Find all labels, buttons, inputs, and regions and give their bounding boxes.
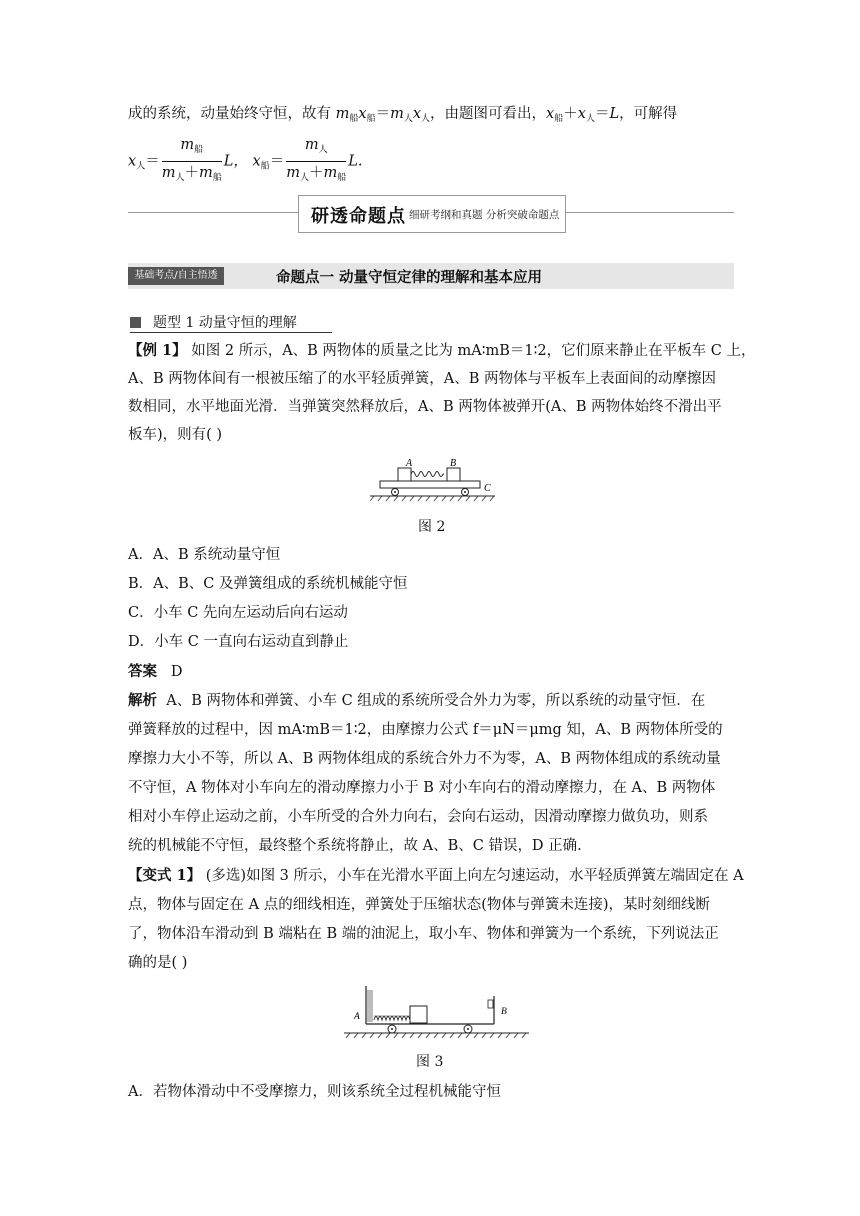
variant1-line-4: 确的是( ) <box>128 955 188 971</box>
variant1-line-3: 了，物体沿车滑动到 B 端粘在 B 端的油泥上，取小车、物体和弹簧为一个系统，下列说法正 <box>128 926 719 942</box>
intro-formula: $x_人=$ $\frac{m_船}{m_人+m_船}$ L， $x_船=$ $\frac{m_人}{m_人+m_船}$ L. <box>128 134 362 189</box>
analysis-line-4: 不守恒，A 物体对小车向左的滑动摩擦力小于 B 对小车向右的滑动摩擦力，在 A、B 两物体 <box>128 780 716 796</box>
figure-2-label-c: C <box>484 483 491 494</box>
fraction-2: $\frac{m_人}{m_人+m_船}$ <box>286 134 346 189</box>
section-heading: 题型 1 动量守恒的理解 <box>130 312 297 332</box>
figure-3-label-b: B <box>501 1007 507 1017</box>
topic-bar <box>128 263 734 289</box>
section-banner <box>298 195 566 233</box>
figure-2-label-b: B <box>450 458 457 469</box>
example1-line-3: 数相同，水平地面光滑．当弹簧突然释放后，A、B 两物体被弹开(A、B 两物体始终不滑出平 <box>128 399 722 415</box>
figure-2-label-a: A <box>406 458 413 469</box>
analysis-line-6: 统的机械能不守恒，最终整个系统将静止，故 A、B、C 错误，D 正确. <box>128 838 582 854</box>
intro-line-1: 成的系统，动量始终守恒，故有 $m_船x_船=m_人x_人$，由题图可看出，$x_船+x_人=L$，可解得 <box>128 106 678 124</box>
analysis-line-2: 弹簧释放的过程中，因 mA∶mB＝1∶2，由摩擦力公式 f＝μN＝μmg 知，A、B 两物体所受的 <box>128 722 723 738</box>
example1-line-1: 【例 1】 如图 2 所示，A、B 两物体的质量之比为 mA∶mB＝1∶2，它们原来静止在平板车 C 上， <box>128 342 756 359</box>
figure-3-diagram <box>344 982 534 1040</box>
analysis-line-5: 相对小车停止运动之前，小车所受的合外力向右，会向右运动，因滑动摩擦力做负功，则系 <box>128 809 708 825</box>
option-d: D．小车 C 一直向右运动直到静止 <box>128 634 349 650</box>
variant1-line-1: 【变式 1】 (多选)如图 3 所示，小车在光滑水平面上向左匀速运动，水平轻质弹簧左端固定在 A <box>128 867 744 884</box>
option-a: A．A、B 系统动量守恒 <box>128 547 281 563</box>
variant1-option-a: A．若物体滑动中不受摩擦力，则该系统全过程机械能守恒 <box>128 1084 501 1100</box>
example1-line-2: A、B 两物体间有一根被压缩了的水平轻质弹簧，A、B 两物体与平板车上表面间的动摩擦因 <box>128 371 716 387</box>
section-underline <box>130 332 332 333</box>
answer-line: 答案 D <box>128 663 183 680</box>
analysis-line-3: 摩擦力大小不等，所以 A、B 两物体组成的系统合外力不为零，A、B 两物体组成的系统动量 <box>128 751 721 767</box>
banner-subtitle: 细研考纲和真题 分析突破命题点 <box>409 209 560 221</box>
fraction-1: $\frac{m_船}{m_人+m_船}$ <box>162 134 222 189</box>
option-c: C．小车 C 先向左运动后向右运动 <box>128 605 348 621</box>
figure-3-label-a: A <box>354 1012 360 1022</box>
banner-title: 研透命题点 <box>311 206 406 227</box>
square-bullet-icon <box>130 317 141 328</box>
figure-2-diagram <box>370 455 510 505</box>
figure-2-caption: 图 2 <box>418 519 446 535</box>
option-b: B．A、B、C 及弹簧组成的系统机械能守恒 <box>128 576 408 592</box>
figure-3-caption: 图 3 <box>416 1054 444 1070</box>
example1-line-4: 板车)，则有( ) <box>128 427 223 443</box>
topic-tag: 基础考点/自主悟透 <box>128 267 224 285</box>
variant1-line-2: 点，物体与固定在 A 点的细线相连，弹簧处于压缩状态(物体与弹簧未连接)，某时刻细线断 <box>128 897 711 913</box>
topic-title: 命题点一 动量守恒定律的理解和基本应用 <box>276 270 543 286</box>
analysis-line-1: 解析 A、B 两物体和弹簧、小车 C 组成的系统所受合外力为零，所以系统的动量守恒．在 <box>128 692 706 709</box>
